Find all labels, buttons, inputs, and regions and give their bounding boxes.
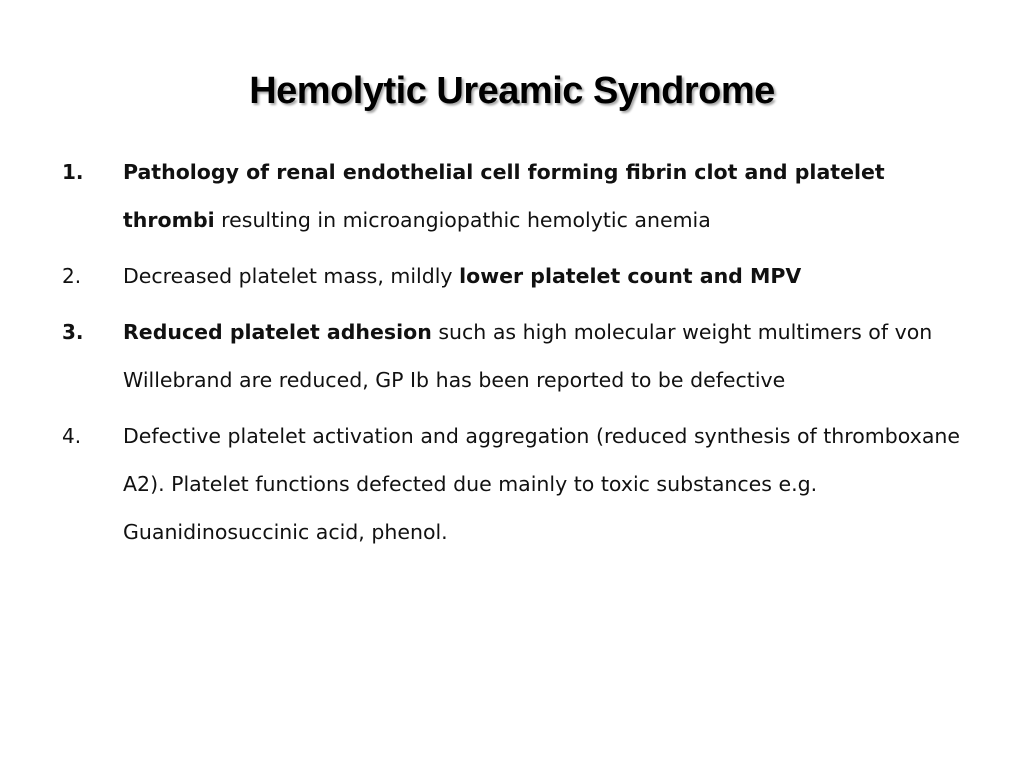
list-item-text: such as high molecular weight multimers of von Willebrand are reduced, GP Ib has been reported to be defective <box>123 320 933 392</box>
list-item <box>60 252 960 300</box>
list-item <box>60 412 960 556</box>
list-item-number: 3. <box>62 320 84 344</box>
slide-title: Hemolytic Ureamic Syndrome <box>249 70 775 112</box>
list-item-number: 2. <box>62 264 82 288</box>
list-item-number: 4. <box>62 424 82 448</box>
list-item-text: Defective platelet activation and aggregation (reduced synthesis of thromboxane A2). Platelet functions defected due mainly to toxic substances e.g. Guanidinosuccinic acid, phenol. <box>123 424 960 544</box>
list-item-text: resulting in microangiopathic hemolytic anemia <box>214 208 711 232</box>
numbered-list <box>60 148 960 564</box>
list-item-text: Decreased platelet mass, mildly <box>123 264 460 288</box>
list-item-bold-text: Reduced platelet adhesion <box>123 320 432 344</box>
list-item-bold-text: Pathology of renal endothelial cell forming fibrin clot and platelet thrombi <box>123 160 885 232</box>
list-item <box>60 308 960 404</box>
list-item <box>60 148 960 244</box>
list-item-bold-text: lower platelet count and MPV <box>459 264 802 288</box>
list-item-number: 1. <box>62 160 84 184</box>
